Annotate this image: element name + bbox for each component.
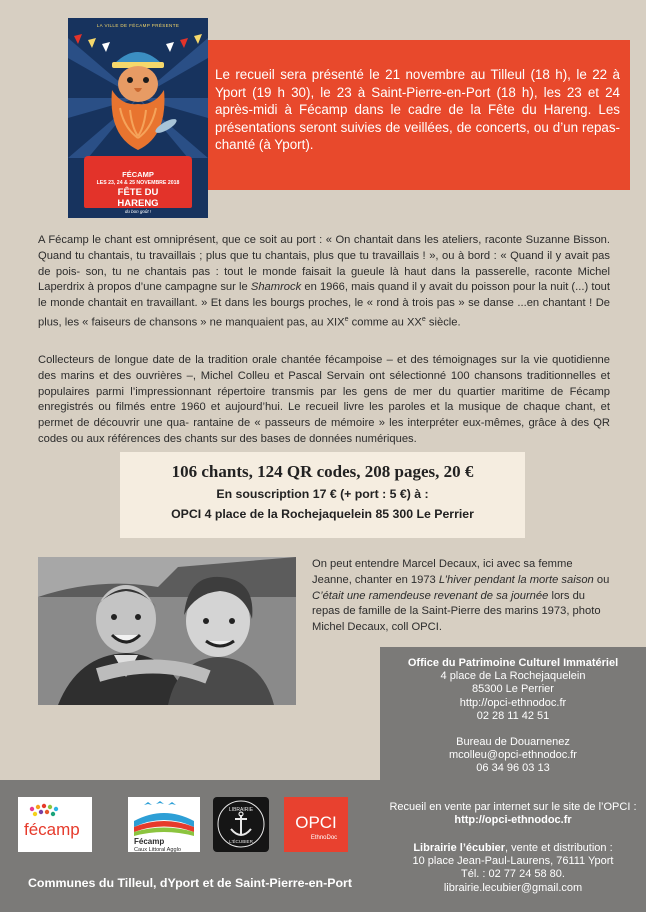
agglo-logo[interactable]	[128, 797, 200, 852]
opci-phone: 02 28 11 42 51	[476, 709, 550, 722]
anchor-icon	[213, 797, 269, 852]
communes-footer: Communes du Tilleul, dYport et de Saint-Pierre-en-Port	[27, 876, 353, 890]
paragraph-collecteurs: Collecteurs de longue date de la tradition orale chantée fécampoise – et des témoignages sur la vie quotidienne des marins et des ouvrières –, Michel Colleu et Pascal Servain ont sélectionné 100 chansons traditionnelles et populaires parmi l’impressionnant répertoire transmis par les gens de mer du quartier maritime de Fécamp enregistrés ou filmés entre 1960 et aujourd’hui. Le recueil livre les paroles et la musique de chaque chant, et permet de découvrir une qua- rantaine de « passeurs de mémoire » les interpréter eux-mêmes, grâce à des QR codes ou aux références des chants sur des bases de données numériques.	[38, 354, 610, 445]
paragraph-chant-omnipresent: A Fécamp le chant est omniprésent, que ce soit au port : « On chantait dans les ateliers, raconte Suzanne Bisson. Quand tu chantais, tu travaillais ; plus que tu chantais, plus que tu travaillais ! », ou à bord : « Quand il y avait pas de pois- son, tu ne chantais pas : tout le monde faisait la gueule là haut dans la passerelle, raconte Michel Laperdrix à propos d’une campagne sur le Shamrock en 1966, mais quand il y avait du poisson pour la nuit (...) tout le monde chantait en travaillant. » Et dans les bourgs proches, le « rond à trois pas » se danse ...en chantant ! De plus, les « faiseurs de chansons » ne manquaient pas, au XIXe comme au XXe siècle.	[38, 234, 610, 329]
festival-poster	[68, 18, 208, 218]
opci-logo-text: OPCI	[295, 813, 337, 832]
bureau-name: Bureau de Douarnenez	[456, 736, 570, 748]
bookshop-phone: Tél. : 02 77 24 58 80.	[461, 868, 565, 881]
photo-caption: On peut entendre Marcel Decaux, ici avec sa femme Jeanne, chanter en 1973 L’hiver pendant la morte saison ou C’était une ramendeuse revenant de sa journée lors du repas de famille de la Saint-Pierre des marins 1973, photo Michel Decaux, coll OPCI.	[312, 558, 610, 634]
opci-address: 4 place de La Rochejaquelein	[440, 670, 586, 683]
opci-name: Office du Patrimoine Culturel Immatériel	[407, 657, 619, 669]
online-sale-link[interactable]: http://opci-ethnodoc.fr	[454, 814, 572, 827]
bookshop-contact: Librairie l’écubier, vente et distribution : 10 place Jean-Paul-Laurens, 76111 Yport Tél. : 02 77 24 58 80. librairie.lecubier@gmail.com	[412, 842, 614, 894]
poster-title-line2: HARENG	[117, 198, 159, 209]
price-box	[120, 452, 525, 538]
bureau-phone: 06 34 96 03 13	[476, 762, 550, 775]
online-sale	[380, 801, 646, 827]
bureau-email-link[interactable]: mcolleu@opci-ethnodoc.fr	[449, 749, 577, 762]
opci-city: 85300 Le Perrier	[472, 683, 554, 696]
bookshop-name: Librairie l’écubier	[413, 842, 506, 854]
poster-presenter: LA VILLE DE FÉCAMP PRÉSENTE	[96, 23, 180, 28]
ship-name: Shamrock	[250, 281, 302, 294]
opci-contact	[380, 657, 646, 723]
subscription-address: OPCI 4 place de la Rochejaquelein 85 300 Le Perrier	[171, 507, 474, 521]
fecamp-logo-mark	[18, 797, 92, 852]
agglo-logo-line1: Fécamp	[134, 837, 165, 846]
poster-title-line1: FÊTE DU	[117, 187, 159, 198]
fecamp-logo-text: fécamp	[24, 820, 80, 839]
bookshop-address: 10 place Jean-Paul-Laurens, 76111 Yport	[412, 855, 614, 868]
opci-logo-sub: EthnoDoc	[310, 835, 338, 841]
price-headline: 106 chants, 124 QR codes, 208 pages, 20 €	[171, 462, 474, 481]
bunting-flags	[74, 34, 202, 52]
photo-marcel-jeanne-decaux	[38, 557, 296, 705]
song-title-2: C’était une ramendeuse revenant de sa journée	[312, 589, 549, 602]
poster-subtitle: du bon goût !	[124, 209, 152, 214]
bureau-contact	[380, 736, 646, 776]
ecubier-logo-top: LIBRAIRIE	[228, 807, 254, 813]
subscription-price: En souscription 17 € (+ port : 5 €) à :	[216, 487, 429, 501]
bookshop-email-link[interactable]: librairie.lecubier@gmail.com	[443, 881, 583, 894]
agglo-logo-mark	[128, 797, 200, 852]
ecubier-logo-bottom: L'ÉCUBIER	[229, 839, 253, 844]
opci-logo-mark	[284, 797, 348, 852]
announcement-text: Le recueil sera présenté le 21 novembre au Tilleul (18 h), le 22 à Yport (19 h 30), le 23 à Saint-Pierre-en-Port (18 h), les 23 et 24 après-midi à Fécamp dans le cadre de la Fête du Hareng. Les présentations seront suivies de veillées, de concerts, ou d’un repas-chanté (à Yport).	[215, 67, 620, 153]
poster-city: FÉCAMP	[122, 170, 154, 179]
ecubier-logo[interactable]	[213, 797, 269, 852]
agglo-logo-line2: Caux Littoral Agglo	[134, 847, 181, 852]
poster-title-box	[84, 156, 192, 214]
fecamp-logo[interactable]	[18, 797, 92, 852]
poster-dates: LES 23, 24 & 25 NOVEMBRE 2018	[96, 180, 180, 186]
opci-logo[interactable]	[284, 797, 348, 852]
couple-photo-illustration	[38, 557, 296, 705]
opci-website-link[interactable]: http://opci-ethnodoc.fr	[459, 696, 567, 709]
online-sale-text: Recueil en vente par internet sur le site de l’OPCI :	[389, 801, 637, 813]
song-title-1: L’hiver pendant la morte saison	[438, 573, 594, 586]
